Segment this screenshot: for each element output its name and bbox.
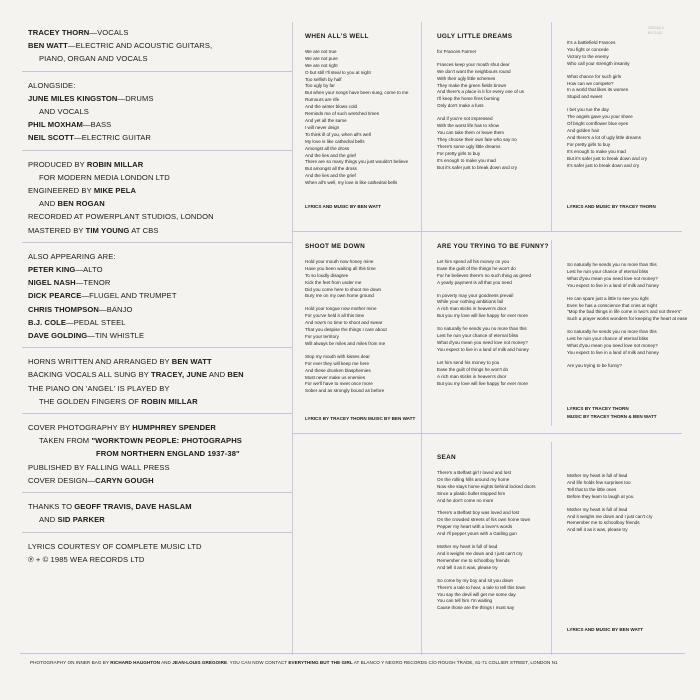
lyric-line: You can take them or leave them	[437, 129, 504, 135]
song-title: SEAN	[437, 454, 456, 461]
lyric-line: A yearly payment is all that you need	[437, 279, 512, 285]
lyric-line: Have you been waiting all this time	[305, 265, 376, 271]
lyric-line: I will never deign	[305, 124, 340, 130]
lyric-line: You say the devil will get me some day	[437, 591, 516, 597]
lyric-line: They choose their own fate who say no	[437, 136, 517, 142]
lyric-line: And I'll pepper yours with a Gatling gun	[437, 531, 517, 537]
lyric-line: Reminds me of such wretched times	[305, 111, 380, 117]
lyric-line: For he believes there's no such thing as greed	[437, 272, 532, 278]
lyric-line: To think ill of you, when all's well	[305, 131, 371, 137]
lyric-line: And there's a place in it for every one of us	[437, 89, 524, 95]
lyric-line: For pretty girls to buy	[567, 141, 611, 147]
lyric-line: Even he has a conscience that cries at night	[567, 302, 657, 308]
lyric-line: A rich man sticks in heaven's door	[437, 373, 507, 379]
lyric-line: You expect to live in a land of milk and honey	[437, 346, 529, 352]
lyric-line: We are not right	[305, 62, 338, 68]
lyric-stanza	[305, 354, 417, 395]
divider	[22, 532, 292, 533]
lyric-stanza	[437, 326, 549, 354]
lyric-line: We are not pure	[305, 55, 338, 61]
lyric-line: Mother my heart is full of lead	[567, 506, 628, 512]
lyric-line: And tell it as it was, please try	[567, 527, 628, 533]
lyric-stanza	[567, 295, 688, 324]
lyric-line: For ever they will keep me here	[305, 360, 370, 366]
lyric-line: Amongst all the dross	[305, 145, 350, 151]
lyric-line: So come by my boy and sit you down	[437, 577, 514, 583]
song-lyrics	[305, 259, 417, 395]
lyric-line: Cause those are the things I must say	[437, 605, 515, 611]
lyric-line: He can spare just a little to see you right	[567, 295, 649, 301]
production-credits: PRODUCED BY ROBIN MILLAR FOR MODERN MEDIA LONDON LTD ENGINEERED BY MIKE PELA AND BEN ROGAN RECORDED AT POWERPLANT STUDIOS, LONDON MASTERED BY TIM YOUNG AT CBS	[28, 159, 214, 235]
lyric-line: On the rolling hills around my home	[437, 476, 510, 482]
lyric-stanza	[567, 262, 685, 290]
lyric-stanza	[437, 49, 549, 56]
lyric-line: You expect to live in a land of milk and honey	[567, 349, 659, 355]
thanks-credits: THANKS TO GEOFF TRAVIS, DAVE HASLAM AND SID PARKER	[28, 502, 192, 525]
lyric-line: Only don't make a fuss	[437, 103, 484, 109]
lyric-line: And it weighs me down and I just can't cry	[437, 550, 523, 556]
lyric-line: Before they learn to laugh at you	[567, 493, 634, 499]
lyric-line: You fight or concede	[567, 46, 609, 52]
lyric-stanza	[437, 510, 549, 538]
lyric-line: Must never make us enemies	[305, 374, 365, 380]
song-shoot-me-down	[305, 244, 417, 429]
lyric-line: And now's no time to shoot and swear	[305, 320, 383, 326]
lyric-stanza	[437, 259, 549, 287]
divider	[22, 150, 292, 151]
lyric-line: So naturally he sends you no more than this	[567, 329, 657, 335]
also-appearing-credits: ALSO APPEARING ARE: PETER KING—ALTO NIGEL NASH—TENOR DICK PEARCE—FLUGEL AND TRUMPET CHRIS THOMPSON—BANJO B.J. COLE—PEDAL STEEL DAVE GOLDING—TIN WHISTLE	[28, 251, 177, 341]
lyric-line: We don't want the neighbours round	[437, 68, 511, 74]
lyric-line: You can tell him I'm waiting	[437, 598, 493, 604]
lyric-line: And the lies and the grief	[305, 173, 356, 179]
lyric-line: In a world that likes its women	[567, 87, 629, 93]
song-lyrics	[567, 40, 685, 169]
song-credit: LYRICS BY TRACEY THORN MUSIC BY BEN WATT	[305, 416, 416, 421]
song-lyrics	[437, 49, 549, 172]
lyric-stanza	[305, 306, 417, 347]
lyric-line: Ease the guilt of things he won't do	[437, 366, 509, 372]
lyric-line: I'll keep the home fires burning	[437, 96, 500, 102]
song-credit: MUSIC BY TRACEY THORN & BEN WATT	[567, 414, 657, 419]
column-divider	[551, 240, 552, 426]
song-title: ARE YOU TRYING TO BE FUNNY?	[437, 243, 549, 250]
band-credits: TRACEY THORN—VOCALS BEN WATT—ELECTRIC AND ACOUSTIC GUITARS, PIANO, ORGAN AND VOCALS	[28, 28, 213, 64]
lyric-line: There's a tale to hear, a tale to tell this town	[437, 584, 526, 590]
lyric-line: Let him send his money to you	[437, 359, 500, 365]
lyric-line: And tell it as it was, please try	[437, 564, 498, 570]
song-lyrics	[567, 473, 685, 534]
lyric-line: They make the green fields brown	[437, 82, 507, 88]
column-divider	[551, 442, 552, 655]
row-divider	[292, 231, 682, 232]
lyric-line: That you despise the things I care about	[305, 327, 387, 333]
row-divider	[20, 653, 685, 654]
lyric-line: But you my love will live happy for ever more	[437, 380, 528, 386]
divider	[22, 71, 292, 72]
lyric-line: There's a Belfast girl I loved and lost	[437, 469, 511, 475]
song-credit: LYRICS AND MUSIC BY TRACEY THORN	[567, 204, 656, 209]
lyric-line: Sober and as strongly bound as before	[305, 388, 385, 394]
horns-credits: HORNS WRITTEN AND ARRANGED BY BEN WATT BACKING VOCALS ALL SUNG BY TRACEY, JUNE AND BEN THE PIANO ON 'ANGEL' IS PLAYED BY THE GOLDEN FINGERS OF ROBIN MILLAR	[28, 357, 244, 406]
lyric-line: And it weighs me down and I just can't cry	[567, 513, 653, 519]
lyric-line: Such a prayer works wonders for keeping the heart at ease	[567, 316, 688, 322]
lyric-line: It's enough to make you mad	[437, 157, 496, 163]
divider	[22, 492, 292, 493]
lyric-line: And yet all the same	[305, 117, 347, 123]
lyric-line: We are not true	[305, 48, 337, 54]
column-divider	[551, 22, 552, 231]
lyric-stanza	[567, 74, 685, 102]
lyric-line: What d'you mean you need love not money?	[567, 343, 658, 349]
lyric-line: Pepper my heart with a lover's words	[437, 524, 513, 530]
lyric-stanza	[437, 470, 549, 505]
lyric-line: How can we compete?	[567, 80, 614, 86]
song-title: SHOOT ME DOWN	[305, 243, 365, 250]
lyric-line: Rumours are rife	[305, 97, 340, 103]
lyric-line: And if you're not impressed	[437, 116, 493, 122]
lyric-line: I bet you rue the day	[567, 107, 609, 113]
song-credit: LYRICS AND MUSIC BY BEN WATT	[305, 204, 382, 209]
lyric-line: "Mop the bad things in life come in two's and not three's"	[567, 309, 682, 315]
lyric-line: For we'll have to meet once more	[305, 381, 373, 387]
lyric-line: Let him spend all his money on you	[437, 258, 510, 264]
lyric-line: Ease the guilt of the things he won't do	[437, 265, 516, 271]
lyric-stanza	[437, 116, 549, 171]
lyric-line: There's a Belfast boy was loved and lost	[437, 510, 520, 516]
column-divider	[421, 22, 422, 655]
lyric-line: But when your songs have been sung, come to me	[305, 90, 409, 96]
lyric-line: Will always be miles and miles from me	[305, 340, 386, 346]
alongside-credits: ALONGSIDE: JUNE MILES KINGSTON—DRUMS AND VOCALS PHIL MOXHAM—BASS NEIL SCOTT—ELECTRIC GUITAR	[28, 80, 154, 143]
lyric-line: And he don't come no more	[437, 497, 494, 503]
divider	[22, 347, 292, 348]
lyric-line: Remember me to schoolboy friends	[567, 520, 640, 526]
lyric-line: But it's safer just to break down and cry	[437, 164, 518, 170]
lyric-line: for Frances Farmer	[437, 48, 477, 54]
lyric-line: Too ugly by far	[305, 83, 335, 89]
lyric-line: But amongst all the dross	[305, 166, 357, 172]
lyric-line: Too selfish by half	[305, 76, 342, 82]
lyric-line: Are you trying to be funny?	[567, 362, 622, 368]
lyric-line: Now she stays home eights behind locked doors	[437, 483, 536, 489]
song-credit: LYRICS AND MUSIC BY BEN WATT	[567, 627, 644, 632]
lyric-line: Stupid and sweet	[567, 94, 603, 100]
lyric-line: O but still I'll steal to you at night	[305, 69, 371, 75]
lyric-line: Hold your mouth now honey mine	[305, 258, 374, 264]
lyric-line: It's enough to make you mad	[567, 148, 626, 154]
song-when-alls-well	[305, 34, 417, 224]
lyric-line: There are so many things you just wouldn't believe	[305, 159, 409, 165]
lyric-line: When all's well, my love is like cathedral bells	[305, 180, 398, 186]
lyric-line: There's some ugly little dreams	[437, 143, 501, 149]
lyric-stanza	[567, 107, 685, 169]
lyric-line: Victory to the enemy	[567, 53, 609, 59]
song-sean-continued	[567, 473, 685, 593]
lyric-stanza	[437, 293, 549, 321]
lyric-line: My love is like cathedral bells	[305, 138, 365, 144]
lyric-stanza	[567, 507, 685, 535]
lyric-line: What d'you mean you need love not money?	[437, 339, 528, 345]
lyric-line: But it's safer just to break down and cry	[567, 155, 648, 161]
song-lyrics	[437, 259, 549, 388]
lyric-line: Kick the feet from under me	[305, 279, 362, 285]
lyric-line: With their ugly little schemes	[437, 75, 496, 81]
lyric-line: And there's a lot of ugly little dreams	[567, 134, 641, 140]
lyric-line: Frances keep your mouth shut dear	[437, 61, 510, 67]
lyric-stanza	[567, 473, 685, 501]
lyric-line: Remember me to schoolboy friends	[437, 557, 510, 563]
lyric-line: While your nothing ambitions fail	[437, 299, 504, 305]
credits-column	[28, 26, 286, 566]
lyric-line: It's a battlefield Frances	[567, 40, 616, 45]
lyric-line: Bury me on my own home ground	[305, 293, 374, 299]
lyric-line: Tell that to the little ones	[567, 486, 617, 492]
lyric-stanza	[567, 329, 685, 357]
cover-credits: COVER PHOTOGRAPHY BY HUMPHREY SPENDER TAKEN FROM "WORKTOWN PEOPLE: PHOTOGRAPHS FROM NORTHERN ENGLAND 1937-38" PUBLISHED BY FALLING WALL PRESS COVER DESIGN—CARYN GOUGH	[28, 423, 242, 485]
lyric-line: And the winter blows cold	[305, 104, 358, 110]
lyric-line: What chance for such girls	[567, 73, 622, 79]
lyric-stanza	[437, 62, 549, 110]
song-lyrics	[567, 262, 688, 370]
lyric-stanza	[305, 259, 417, 300]
lyric-stanza	[567, 40, 685, 68]
song-lyrics	[305, 49, 417, 187]
lyric-line: Lest he ruin your chance of eternal bliss	[567, 336, 649, 342]
lyric-line: With the worst life has to show	[437, 123, 500, 129]
divider	[22, 242, 292, 243]
lyric-line: Since a plastic bullet stopped him	[437, 490, 506, 496]
lyric-stanza	[437, 544, 549, 572]
catalogue-stamp: 240016-1 BY-2-NZ	[648, 26, 665, 35]
lyric-line: Lest he ruin your chance of eternal bliss	[437, 333, 519, 339]
lyric-line: Lest he ruin your chance of eternal bliss	[567, 268, 649, 274]
lyric-line: And life holds few surprises too	[567, 479, 631, 485]
song-are-you-trying-continued	[567, 262, 688, 382]
lyric-line: In poverty may your goodness prevail	[437, 292, 514, 298]
divider	[22, 413, 292, 414]
lyric-line: For you've held it all this time	[305, 313, 365, 319]
lyric-line: A rich man sticks in heaven's door	[437, 306, 507, 312]
lyric-line: It's safer just to break down and cry	[567, 162, 640, 168]
lyric-line: And these drunken blasphemies	[305, 367, 371, 373]
lyric-line: On the crowded streets of his own home town	[437, 517, 531, 523]
lyric-line: And golden hair	[567, 127, 600, 133]
lyric-line: To so loudly disagree	[305, 272, 349, 278]
lyric-line: Hold your tongue now mother mine	[305, 306, 377, 312]
lyric-line: Of bright cornflower blue eyes	[567, 121, 629, 127]
row-divider	[292, 433, 682, 434]
lyric-line: For your territory	[305, 333, 339, 339]
legal-credits: LYRICS COURTESY OF COMPLETE MUSIC LTD ℗ + © 1985 WEA RECORDS LTD	[28, 541, 202, 564]
lyric-line: Mother my heart is full of lead	[567, 473, 628, 478]
lyric-line: So naturally he sends you no more than this	[437, 326, 527, 332]
lyric-line: You expect to live in a land of milk and honey	[567, 282, 659, 288]
song-lyrics	[437, 470, 549, 612]
lyric-line: The angels gave you your share	[567, 114, 633, 120]
lyric-line: Did you come here to shoot me down	[305, 286, 382, 292]
lyric-stanza	[305, 49, 417, 187]
column-divider	[292, 22, 293, 655]
song-title: WHEN ALL'S WELL	[305, 33, 369, 40]
lyric-line: Stop my mouth with kisses dear	[305, 353, 370, 359]
lyric-stanza	[437, 360, 549, 388]
lyric-stanza	[437, 578, 549, 613]
lyric-stanza	[567, 363, 685, 370]
lyric-line: For pretty girls to buy	[437, 150, 481, 156]
lyric-line: And the lies and the grief	[305, 152, 356, 158]
lyric-line: What d'you mean you need love not money?	[567, 275, 658, 281]
footer-note: PHOTOGRAPHY ON INNER BAG BY RICHARD HAUGHTON AND JEAN-LOUIS GREGOIRE. YOU CAN NOW CONTACT EVERYTHING BUT THE GIRL AT BLANCO Y NEGRO RECORDS C/O ROUGH TRADE, 61-71 COLLIER STREET, LONDON N1	[30, 660, 558, 665]
song-credit: LYRICS BY TRACEY THORN	[567, 406, 629, 411]
lyric-line: Mother my heart is full of lead	[437, 544, 498, 550]
lyric-line: So naturally he sends you no more than this	[567, 262, 657, 267]
song-ugly-little-dreams-continued	[567, 40, 685, 190]
lyric-line: Who call your strength insanity	[567, 60, 630, 66]
lyric-line: But you my love will live happy for ever more	[437, 313, 528, 319]
song-title: UGLY LITTLE DREAMS	[437, 33, 513, 40]
